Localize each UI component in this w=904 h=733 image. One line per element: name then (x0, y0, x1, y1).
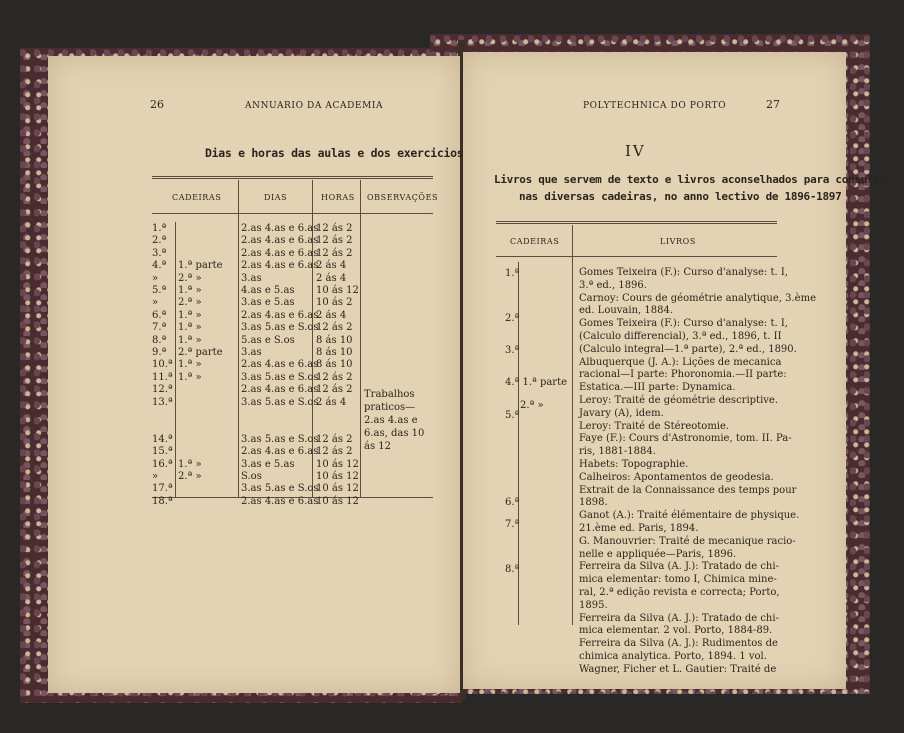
col-divider (238, 180, 239, 497)
horas-value: 12 ás 2 (316, 322, 353, 334)
book-cadeira-label: 6.ª (505, 497, 520, 508)
cadeira-part: 2.ª » (178, 272, 202, 284)
book-line: 1898. (579, 497, 608, 509)
cadeira-number: 7.ª (152, 322, 167, 334)
book-line: Ferreira da Silva (A. J.): Rudimentos de (579, 638, 778, 650)
horas-value: 2 ás 4 (316, 272, 347, 284)
col-header-dias: DIAS (264, 193, 288, 202)
dias-value: 2.as 4.as e 6.as (241, 309, 319, 321)
books-list (579, 267, 816, 677)
horas-value: 12 ás 2 (316, 247, 353, 259)
book-line: 21.ème ed. Paris, 1894. (579, 522, 699, 534)
book-line: Gomes Teixeira (F.): Curso d'analyse: t. I, (579, 318, 788, 330)
book-cadeira-label: 2.ª » (520, 400, 544, 411)
horas-value: 2 ás 4 (316, 396, 347, 408)
book-line: Faye (F.): Cours d'Astronomie, tom. II. Pa- (579, 433, 792, 445)
book-line: Calheiros: Apontamentos de geodesia. (579, 471, 774, 483)
cadeira-number: 4.ª (152, 260, 167, 272)
book-cadeira-label: 3.ª (505, 345, 520, 356)
book-line: ral, 2.ª edição revista e correcta; Porto, (579, 586, 780, 598)
book-cadeira-label: 1.ª (505, 268, 520, 279)
right-page-number: 27 (766, 98, 780, 111)
right-running-head: POLYTECHNICA DO PORTO (583, 101, 727, 111)
books-col-header-livros: LIVROS (660, 237, 696, 246)
cadeira-part: 1.ª » (178, 309, 202, 321)
cadeira-part: 1.ª » (178, 371, 202, 383)
book-line: mica elementar. 2 vol. Porto, 1884-89. (579, 625, 773, 637)
book-line: Leroy: Traité de géométrie descriptive. (579, 394, 779, 406)
dias-value: 2.as 4.as e 6.as (241, 247, 319, 259)
book-line: (Calculo differencial), 3.ª ed., 1896, t. II (579, 330, 782, 342)
book-cadeira-label: 5.ª (505, 410, 520, 421)
cadeira-part: 1.ª » (178, 285, 202, 296)
book-line: Gomes Teixeira (F.): Curso d'analyse: t. I, (579, 267, 788, 278)
dias-value: 3.as 5.as e S.os (241, 322, 319, 334)
cadeira-number: 1.ª (152, 223, 167, 234)
book-cadeira-label: 7.ª (505, 519, 520, 530)
horas-value: 12 ás 2 (316, 384, 353, 396)
horas-value: 8 ás 10 (316, 334, 353, 346)
dias-value: 3.as 5.as e S.os (241, 396, 319, 408)
book-cadeira-label: 2.ª (505, 313, 520, 324)
dias-value: S.os (241, 471, 262, 482)
left-running-head: ANNUARIO DA ACADEMIA (245, 101, 384, 111)
col-header-horas: HORAS (321, 193, 355, 202)
dias-value: 2.as 4.as e 6.as (241, 260, 319, 272)
book-line: Extrait de la Connaissance des temps pour (579, 484, 797, 496)
left-page-number: 26 (150, 98, 164, 111)
book-line: Leroy: Traité de Stéreotomie. (579, 420, 730, 432)
col-header-observacoes: OBSERVAÇÕES (367, 193, 439, 202)
book-line: Wagner, Ficher et L. Gautier: Traité de (579, 663, 777, 675)
book-line: 1895. (579, 599, 608, 611)
right-title-line1: Livros que servem de texto e livros aconselhados para consulta (494, 173, 886, 186)
cadeira-number: 8.ª (152, 334, 167, 346)
dias-value: 2.as 4.as e 6.as (241, 223, 319, 234)
book-cadeira-label: 8.ª (505, 564, 520, 575)
book-line: Ferreira da Silva (A. J.): Tratado de chi- (579, 612, 779, 624)
cadeira-number: 3.ª (152, 247, 167, 259)
right-title-line2: nas diversas cadeiras, no anno lectivo de 1896-1897 (519, 190, 842, 203)
dias-value: 2.as 4.as e 6.as (241, 495, 319, 507)
book-line: Javary (A), idem. (579, 407, 664, 419)
book-line: G. Manouvrier: Traité de mecanique racio- (579, 535, 796, 547)
left-page-title: Dias e horas das aulas e dos exercicios (205, 146, 464, 160)
horas-value: 2 ás 4 (316, 309, 347, 321)
horas-value: 10 ás 12 (316, 471, 359, 482)
cadeira-number: 9.ª (152, 347, 167, 358)
cadeira-number: 10.ª (152, 359, 173, 371)
dias-value: 2.as 4.as e 6.as (241, 235, 319, 247)
horas-value: 12 ás 2 (316, 223, 353, 234)
dias-value: 3.as e 5.as (241, 458, 295, 470)
horas-value: 12 ás 2 (316, 235, 353, 247)
book-line: ris, 1881-1884. (579, 446, 656, 458)
dias-value: 3.as (241, 272, 262, 284)
dias-value: 2.as 4.as e 6.as (241, 446, 319, 458)
book-line: 3.ª ed., 1896. (579, 279, 647, 291)
book-line: Ganot (A.): Traité élémentaire de physique. (579, 510, 800, 522)
cadeira-number: 13.ª (152, 396, 173, 408)
horas-value: 8 ás 10 (316, 347, 353, 358)
col-header-cadeiras: CADEIRAS (172, 193, 222, 202)
cadeira-number: 12.ª (152, 384, 173, 396)
cadeira-number: 5.ª (152, 285, 167, 296)
horas-value: 10 ás 12 (316, 458, 359, 470)
cadeira-number: » (152, 272, 159, 284)
horas-value: 12 ás 2 (316, 433, 353, 445)
dias-value: 3.as e 5.as (241, 297, 295, 309)
cadeira-part: 2.ª » (178, 471, 202, 482)
cadeira-number: 18.ª (152, 495, 173, 507)
dias-value: 3.as 5.as e S.os (241, 483, 319, 495)
cadeira-part: 2.ª parte (178, 347, 223, 358)
horas-value: 10 ás 12 (316, 483, 359, 495)
dias-value: 2.as 4.as e 6.as (241, 359, 319, 371)
horas-value: 10 ás 12 (316, 285, 359, 296)
horas-value: 10 ás 12 (316, 495, 359, 507)
horas-value: 8 ás 10 (316, 359, 353, 371)
book-line: Estatica.—III parte: Dynamica. (579, 382, 736, 394)
dias-value: 3.as (241, 347, 262, 358)
books-col-header-cadeiras: CADEIRAS (510, 237, 560, 246)
col-subdivider (175, 222, 176, 497)
cadeira-part: 1.ª » (178, 359, 202, 371)
section-numeral: IV (625, 142, 646, 160)
cadeira-part: 1.ª parte (178, 260, 223, 272)
horas-value: 2 ás 4 (316, 260, 347, 272)
horas-value: 12 ás 2 (316, 371, 353, 383)
book-line: (Calculo integral—1.ª parte), 2.ª ed., 1890. (579, 343, 797, 355)
cadeira-number: » (152, 297, 159, 309)
cadeira-number: 2.ª (152, 235, 167, 247)
dias-value: 3.as 5.as e S.os (241, 433, 319, 445)
cadeira-number: 14.ª (152, 433, 173, 445)
cadeira-part: 1.ª » (178, 322, 202, 334)
dias-value: 5.as e S.os (241, 334, 295, 346)
cadeira-number: 16.ª (152, 458, 173, 470)
book-line: chimica analytica. Porto, 1894. 1 vol. (579, 650, 767, 662)
cadeira-number: 11.ª (152, 371, 173, 383)
cadeira-number: 17.ª (152, 483, 173, 495)
observation-text: Trabalhos praticos—2.as 4.as e 6.as, das 10 ás 12 (364, 389, 425, 452)
books-header-rule (496, 256, 777, 257)
books-top-rule (496, 221, 777, 224)
book-line: mica elementar: tomo I, Chimica mine- (579, 574, 777, 586)
book-line: Carnoy: Cours de géométrie analytique, 3.ème (579, 292, 816, 304)
cadeira-part: 2.ª » (178, 297, 202, 309)
col-divider (360, 180, 361, 497)
cadeira-part: 1.ª » (178, 458, 202, 470)
book-line: ed. Louvain, 1884. (579, 305, 674, 317)
dias-value: 2.as 4.as e 6.as (241, 384, 319, 396)
book-line: Habets: Topographie. (579, 458, 689, 470)
book-cadeira-label: 4.ª 1.ª parte (505, 377, 568, 388)
book-line: Albuquerque (J. A.): Lições de mecanica (579, 356, 782, 368)
horas-value: 10 ás 2 (316, 297, 353, 309)
cadeira-number: 6.ª (152, 309, 167, 321)
cadeira-part: 1.ª » (178, 334, 202, 346)
book-line: nelle e appliquée—Paris, 1896. (579, 548, 737, 560)
table-top-rule (152, 176, 433, 179)
horas-value: 12 ás 2 (316, 446, 353, 458)
dias-value: 3.as 5.as e S.os (241, 371, 319, 383)
table-header-rule (152, 213, 433, 214)
cadeira-number: » (152, 471, 159, 482)
book-line: racional—I parte: Phoronomia.—II parte: (579, 369, 787, 381)
dias-value: 4.as e 5.as (241, 285, 295, 296)
cadeira-number: 15.ª (152, 446, 173, 458)
book-line: Ferreira da Silva (A. J.): Tratado de chi- (579, 561, 779, 573)
books-col-divider (572, 225, 573, 625)
